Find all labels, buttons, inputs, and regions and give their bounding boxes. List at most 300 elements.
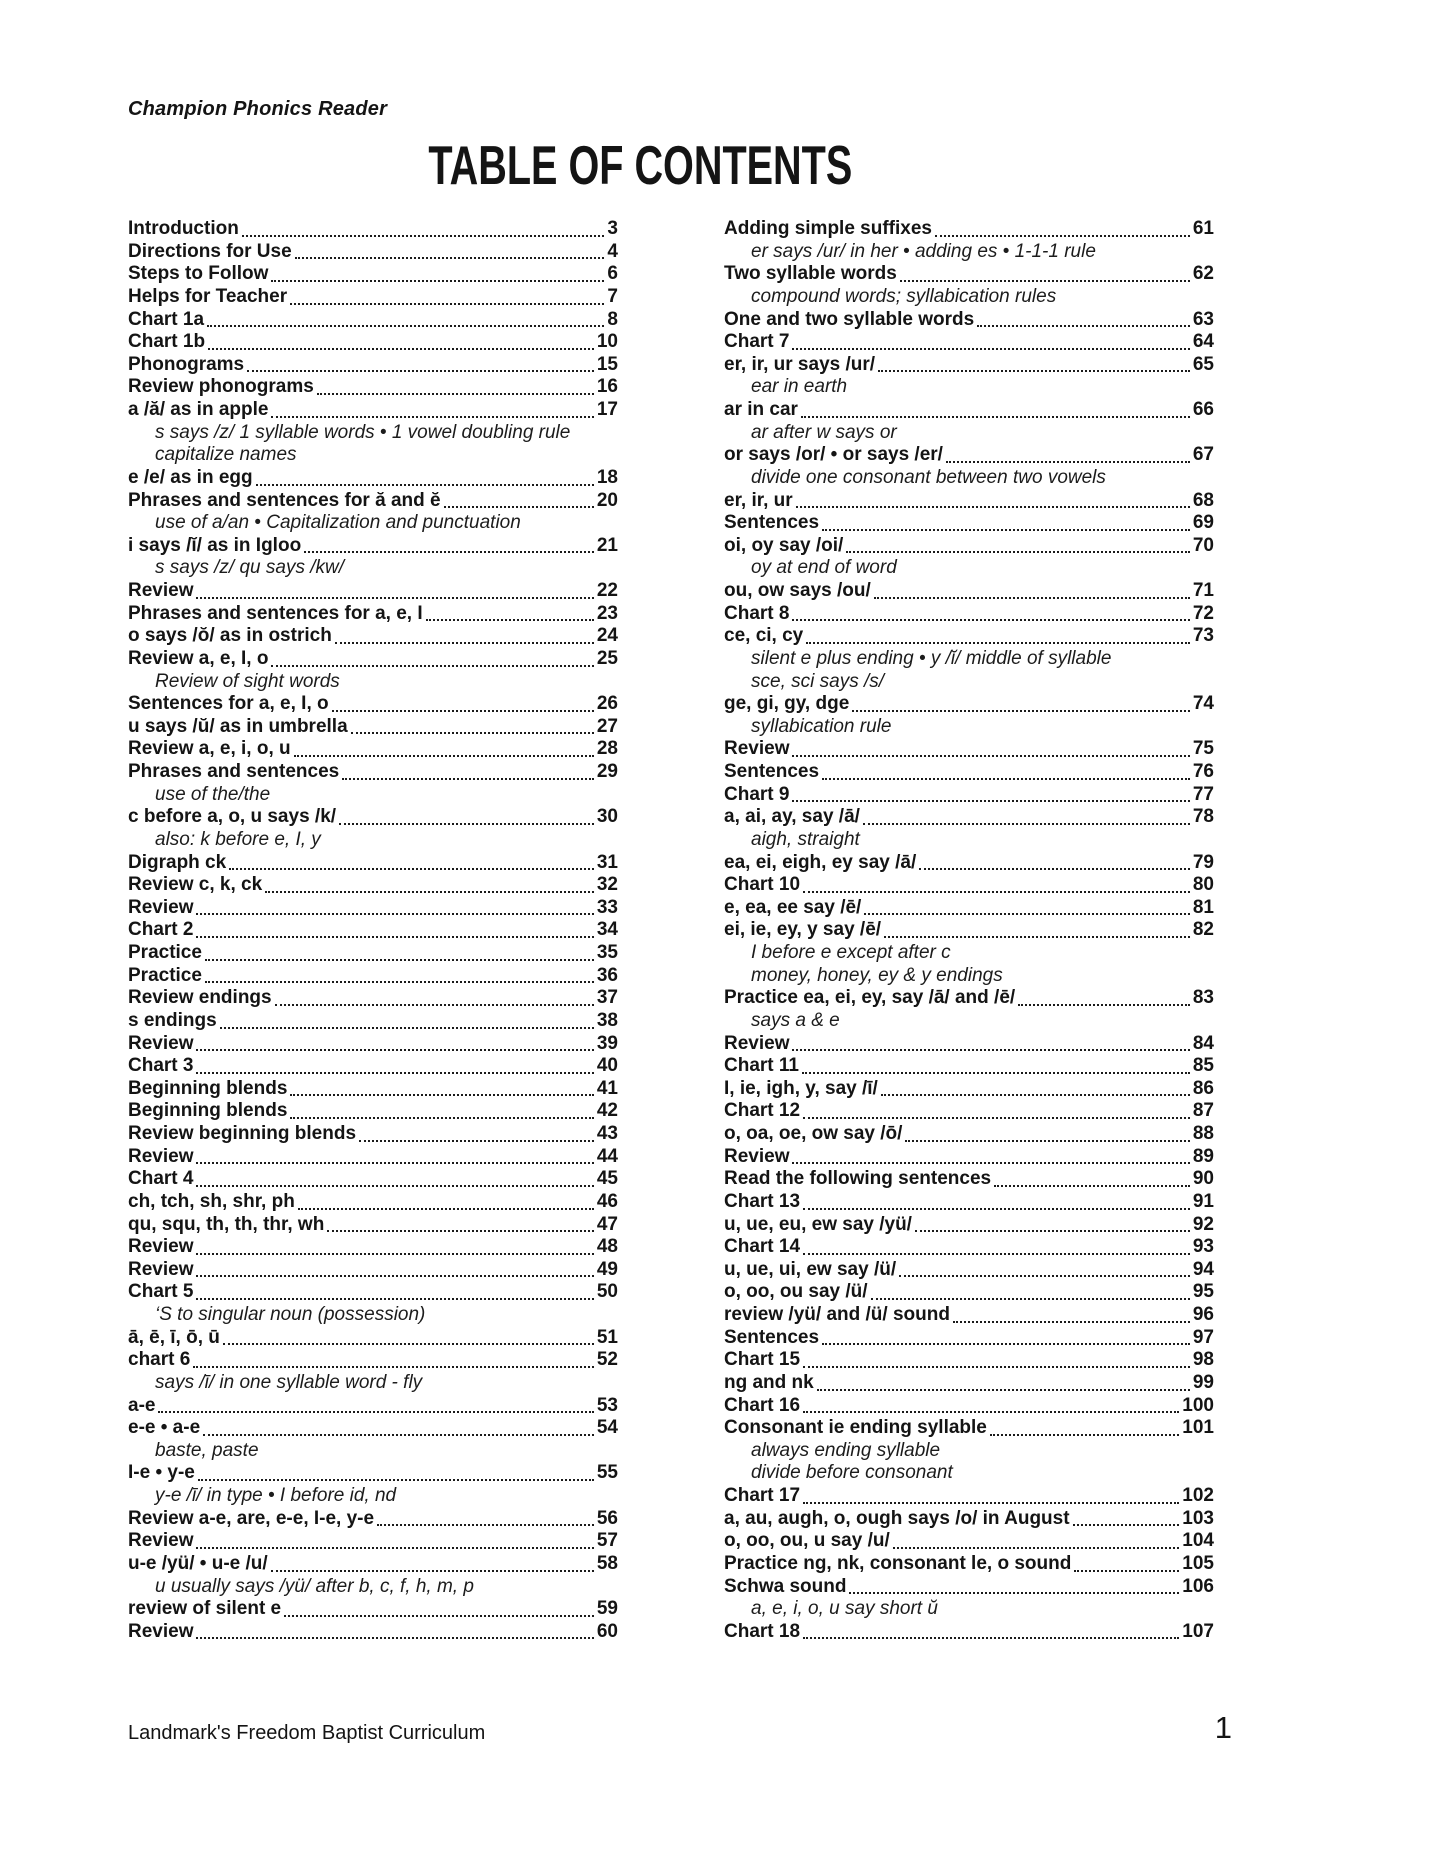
toc-entry (128, 376, 618, 399)
toc-entry (724, 1033, 1214, 1056)
toc-entry-page: 30 (596, 806, 618, 828)
table-of-contents (128, 218, 1214, 1643)
toc-entry-page: 46 (596, 1190, 618, 1212)
dot-leader (294, 755, 594, 757)
toc-entry-label: Digraph ck (128, 851, 227, 873)
toc-entry-subtext: use of a/an • Capitalization and punctuation (155, 512, 521, 534)
toc-entry-page: 87 (1192, 1100, 1214, 1122)
dot-leader (271, 1570, 594, 1572)
toc-entry (724, 1530, 1214, 1553)
toc-entry-label: or says /or/ • or says /er/ (724, 444, 943, 466)
dot-leader (864, 913, 1190, 915)
toc-entry (724, 738, 1214, 761)
dot-leader (946, 461, 1190, 463)
toc-entry-subtext: says a & e (751, 1009, 840, 1031)
toc-entry-page: 93 (1192, 1236, 1214, 1258)
dot-leader (196, 1547, 593, 1549)
toc-entry-subtext: ear in earth (751, 376, 848, 398)
toc-entry-label: Consonant ie ending syllable (724, 1417, 987, 1439)
toc-entry-label: Chart 5 (128, 1281, 194, 1303)
toc-entry-label: Chart 13 (724, 1190, 801, 1212)
dot-leader (1074, 1570, 1179, 1572)
toc-entry (128, 1598, 618, 1621)
toc-entry-label: o, oo, ou, u say /u/ (724, 1530, 890, 1552)
toc-column-left (128, 218, 618, 1643)
toc-entry-label: i says /ĭ/ as in Igloo (128, 534, 302, 556)
toc-entry (128, 693, 618, 716)
dot-leader (803, 1502, 1179, 1504)
toc-entry-page: 74 (1192, 693, 1214, 715)
toc-entry-label: e /e/ as in egg (128, 466, 253, 488)
dot-leader (351, 732, 594, 734)
dot-leader (994, 1185, 1190, 1187)
toc-entry-label: I-e • y-e (128, 1462, 195, 1484)
toc-entry (128, 738, 618, 761)
toc-entry-subtext: er says /ur/ in her • adding es • 1-1-1 rule (751, 240, 1096, 262)
toc-entry-page: 28 (596, 738, 618, 760)
toc-entry (128, 1395, 618, 1418)
toc-entry-label: e-e • a-e (128, 1417, 201, 1439)
toc-entry (724, 1146, 1214, 1169)
toc-entry (724, 1621, 1214, 1644)
toc-entry (724, 1123, 1214, 1146)
toc-entry-label: Review (128, 1032, 194, 1054)
toc-entry-label: ar in car (724, 399, 798, 420)
toc-entry-page: 85 (1192, 1055, 1214, 1077)
toc-entry-page: 7 (607, 285, 618, 307)
toc-entry-page: 39 (596, 1032, 618, 1054)
dot-leader (359, 1140, 594, 1142)
toc-entry-page: 98 (1192, 1349, 1214, 1371)
toc-entry-label: Sentences (724, 512, 820, 534)
dot-leader (229, 868, 594, 870)
toc-entry-page: 32 (596, 874, 618, 896)
dot-leader (817, 1389, 1190, 1391)
toc-entry-label: Chart 14 (724, 1236, 801, 1258)
toc-entry-page: 84 (1192, 1032, 1214, 1054)
toc-entry-page: 77 (1192, 783, 1214, 805)
toc-entry-page: 75 (1192, 738, 1214, 760)
toc-entry-label: Chart 7 (724, 331, 790, 353)
toc-entry-page: 66 (1192, 399, 1214, 420)
toc-entry-label: Review (724, 1145, 790, 1167)
toc-entry (128, 1349, 618, 1372)
toc-entry-page: 89 (1192, 1145, 1214, 1167)
toc-entry (724, 218, 1214, 241)
toc-entry-label: Beginning blends (128, 1077, 288, 1099)
dot-leader (196, 1275, 593, 1277)
toc-entry (724, 331, 1214, 354)
toc-entry (128, 1259, 618, 1282)
dot-leader (792, 800, 1189, 802)
toc-entry-subtext: a, e, i, o, u say short ŭ (751, 1598, 938, 1620)
toc-entry (128, 625, 618, 648)
toc-entry-subtext: always ending syllable (751, 1439, 941, 1461)
toc-entry-page: 88 (1192, 1123, 1214, 1144)
dot-leader (317, 393, 594, 395)
dot-leader (196, 1253, 593, 1255)
dot-leader (878, 370, 1190, 372)
toc-entry (724, 987, 1214, 1010)
toc-entry-label: Phrases and sentences for ă and ĕ (128, 489, 441, 511)
dot-leader (792, 1049, 1189, 1051)
toc-entry-page: 16 (596, 376, 618, 398)
toc-entry-label: Review (128, 1620, 194, 1642)
toc-entry-page: 97 (1192, 1326, 1214, 1348)
toc-entry-page: 79 (1192, 851, 1214, 873)
toc-entry-page: 6 (607, 263, 618, 285)
dot-leader (863, 823, 1190, 825)
toc-entry (128, 218, 618, 241)
toc-entry-label: chart 6 (128, 1349, 191, 1371)
dot-leader (290, 1094, 593, 1096)
toc-entry (128, 1055, 618, 1078)
toc-entry-page: 22 (596, 580, 618, 601)
toc-entry-page: 42 (596, 1100, 618, 1122)
toc-entry-page: 61 (1192, 218, 1214, 239)
toc-entry-label: u-e /yü/ • u-e /u/ (128, 1552, 268, 1574)
toc-entry-label: One and two syllable words (724, 308, 975, 330)
toc-entry-label: ch, tch, sh, shr, ph (128, 1190, 295, 1212)
toc-entry (128, 1621, 618, 1644)
toc-entry-subtext: syllabication rule (751, 715, 892, 737)
toc-entry-label: Sentences (724, 1326, 820, 1348)
toc-entry (724, 1327, 1214, 1350)
dot-leader (935, 235, 1190, 237)
toc-entry-subtext: silent e plus ending • y /ĭ/ middle of syllable (751, 647, 1112, 669)
toc-entry (128, 1214, 618, 1237)
toc-entry-label: a, au, augh, o, ough says /o/ in August (724, 1507, 1070, 1529)
toc-entry-page: 40 (596, 1055, 618, 1077)
toc-entry (128, 1078, 618, 1101)
toc-entry-page: 95 (1192, 1281, 1214, 1303)
toc-entry (128, 1236, 618, 1259)
toc-entry-subtext: y-e /ī/ in type • I before id, nd (155, 1485, 397, 1506)
toc-entry (724, 1553, 1214, 1576)
toc-entry (128, 535, 618, 558)
dot-leader (196, 936, 593, 938)
toc-entry-label: Directions for Use (128, 240, 292, 262)
dot-leader (444, 506, 594, 508)
toc-entry (724, 1168, 1214, 1191)
toc-entry-page: 27 (596, 715, 618, 737)
toc-entry-label: Practice ng, nk, consonant le, o sound (724, 1552, 1072, 1574)
toc-entry-label: Chart 17 (724, 1485, 801, 1506)
toc-entry-page: 35 (596, 942, 618, 963)
toc-entry-page: 51 (596, 1326, 618, 1348)
toc-entry-label: review of silent e (128, 1598, 282, 1620)
toc-entry-label: Review (724, 1032, 790, 1054)
toc-entry-label: ng and nk (724, 1371, 814, 1393)
toc-entry-subtext: baste, paste (155, 1439, 259, 1461)
toc-entry (128, 987, 618, 1010)
toc-entry-page: 10 (596, 331, 618, 353)
toc-entry-label: Review a, e, i, o, u (128, 738, 291, 760)
toc-entry (128, 648, 618, 671)
toc-entry-page: 8 (607, 308, 618, 330)
dot-leader (377, 1524, 594, 1526)
dot-leader (874, 597, 1190, 599)
toc-entry-page: 73 (1192, 625, 1214, 647)
dot-leader (271, 665, 593, 667)
dot-leader (304, 551, 594, 553)
dot-leader (205, 959, 594, 961)
toc-entry-label: o, oa, oe, ow say /ō/ (724, 1123, 903, 1144)
toc-entry (724, 625, 1214, 648)
toc-entry (724, 490, 1214, 513)
toc-entry (128, 761, 618, 784)
toc-entry-page: 21 (596, 534, 618, 556)
toc-entry-label: Review (128, 896, 194, 918)
toc-entry-label: Chart 1b (128, 331, 206, 353)
toc-entry-label: o, oo, ou say /ü/ (724, 1281, 868, 1303)
toc-entry (724, 1304, 1214, 1327)
toc-entry (724, 1236, 1214, 1259)
toc-entry-page: 81 (1192, 896, 1214, 918)
toc-entry (128, 467, 618, 490)
toc-entry (128, 490, 618, 513)
toc-entry-label: Chart 9 (724, 783, 790, 805)
dot-leader (196, 913, 593, 915)
book-title: Champion Phonics Reader (128, 98, 388, 120)
dot-leader (792, 619, 1189, 621)
toc-entry-page: 83 (1192, 987, 1214, 1009)
toc-entry-label: Review a-e, are, e-e, I-e, y-e (128, 1507, 375, 1529)
toc-entry (724, 1485, 1214, 1508)
toc-entry-page: 50 (596, 1281, 618, 1303)
toc-entry (724, 1508, 1214, 1531)
toc-entry (128, 1462, 618, 1485)
toc-entry (128, 1168, 618, 1191)
toc-entry-subtext: Review of sight words (155, 670, 340, 692)
toc-entry-subtext: s says /z/ qu says /kw/ (155, 557, 344, 579)
toc-entry-page: 53 (596, 1394, 618, 1416)
toc-entry-page: 67 (1192, 444, 1214, 466)
toc-entry (724, 1259, 1214, 1282)
toc-entry-label: Phonograms (128, 353, 245, 375)
toc-entry-subtext: says /ī/ in one syllable word - fly (155, 1371, 423, 1393)
dot-leader (905, 1140, 1189, 1142)
toc-entry-page: 102 (1182, 1485, 1214, 1506)
dot-leader (792, 755, 1189, 757)
dot-leader (271, 416, 593, 418)
toc-entry-label: Chart 2 (128, 919, 194, 941)
toc-entry (128, 603, 618, 626)
toc-entry (128, 1146, 618, 1169)
toc-entry-label: Practice (128, 942, 202, 963)
toc-entry-page: 76 (1192, 761, 1214, 782)
toc-entry-label: Review beginning blends (128, 1123, 357, 1144)
toc-entry-subtext: ar after w says or (751, 421, 897, 443)
toc-entry (724, 580, 1214, 603)
toc-entry-page: 43 (596, 1123, 618, 1144)
toc-entry-label: Review (128, 1145, 194, 1167)
dot-leader (801, 416, 1190, 418)
toc-entry-page: 38 (596, 1009, 618, 1031)
toc-entry (724, 1395, 1214, 1418)
toc-entry-label: Chart 15 (724, 1349, 801, 1371)
dot-leader (339, 823, 594, 825)
toc-entry-page: 86 (1192, 1077, 1214, 1099)
toc-entry-page: 45 (596, 1168, 618, 1190)
toc-entry-label: Review (128, 1530, 194, 1552)
toc-entry (128, 1530, 618, 1553)
toc-entry-page: 36 (596, 964, 618, 986)
toc-entry-subtext: oy at end of word (751, 557, 897, 579)
toc-entry-label: review /yü/ and /ü/ sound (724, 1304, 950, 1325)
toc-entry-page: 55 (596, 1462, 618, 1484)
toc-entry-label: Phrases and sentences for a, e, I (128, 602, 423, 624)
dot-leader (203, 1434, 594, 1436)
dot-leader (803, 1411, 1179, 1413)
footer-curriculum-text: Landmark's Freedom Baptist Curriculum (128, 1722, 486, 1744)
toc-entry (128, 1417, 618, 1440)
toc-entry-page: 34 (596, 919, 618, 941)
toc-entry-page: 33 (596, 896, 618, 918)
dot-leader (196, 1049, 593, 1051)
dot-leader (802, 1072, 1190, 1074)
dot-leader (822, 1343, 1190, 1345)
toc-entry (128, 580, 618, 603)
toc-entry-page: 57 (596, 1530, 618, 1552)
toc-entry (724, 354, 1214, 377)
dot-leader (196, 597, 593, 599)
dot-leader (803, 1366, 1190, 1368)
dot-leader (822, 778, 1190, 780)
toc-entry (724, 1281, 1214, 1304)
dot-leader (915, 1230, 1190, 1232)
toc-entry (724, 1576, 1214, 1599)
dot-leader (849, 1592, 1179, 1594)
dot-leader (803, 1637, 1179, 1639)
toc-entry-label: Sentences (724, 761, 820, 782)
toc-entry-label: Review (128, 580, 194, 601)
toc-entry-page: 107 (1182, 1620, 1214, 1642)
toc-entry (128, 399, 618, 422)
toc-entry-page: 47 (596, 1213, 618, 1235)
dot-leader (284, 1615, 594, 1617)
toc-entry-page: 60 (596, 1620, 618, 1642)
dot-leader (426, 619, 594, 621)
toc-entry-label: Chart 1a (128, 308, 205, 330)
toc-entry (128, 354, 618, 377)
toc-entry (128, 1100, 618, 1123)
toc-entry-page: 91 (1192, 1190, 1214, 1212)
toc-entry-page: 100 (1182, 1394, 1214, 1416)
dot-leader (803, 1117, 1190, 1119)
toc-entry-label: Steps to Follow (128, 263, 269, 285)
toc-entry (724, 1214, 1214, 1237)
toc-entry-label: Chart 16 (724, 1394, 801, 1416)
dot-leader (803, 1208, 1190, 1210)
toc-entry-page: 63 (1192, 308, 1214, 330)
dot-leader (196, 1637, 593, 1639)
dot-leader (792, 1162, 1189, 1164)
dot-leader (899, 1275, 1190, 1277)
toc-entry-page: 64 (1192, 331, 1214, 353)
page-title: TABLE OF CONTENTS (428, 134, 852, 196)
toc-entry (724, 1417, 1214, 1440)
toc-entry-label: ce, ci, cy (724, 625, 804, 647)
toc-entry-label: Chart 12 (724, 1100, 801, 1122)
toc-entry (724, 761, 1214, 784)
toc-entry-label: ā, ē, ī, ō, ū (128, 1326, 220, 1348)
toc-entry-page: 54 (596, 1417, 618, 1439)
toc-entry (128, 1123, 618, 1146)
toc-entry-page: 20 (596, 489, 618, 511)
toc-entry (128, 1327, 618, 1350)
dot-leader (196, 1298, 593, 1300)
toc-entry-label: Review endings (128, 987, 272, 1009)
page-title-wrap (0, 133, 1280, 197)
toc-entry-page: 65 (1192, 353, 1214, 375)
toc-entry-page: 41 (596, 1077, 618, 1099)
toc-entry (724, 897, 1214, 920)
toc-entry-label: a, ai, ay, say /ā/ (724, 806, 860, 828)
toc-entry (128, 806, 618, 829)
toc-entry-label: ge, gi, gy, dge (724, 693, 850, 715)
toc-entry-label: c before a, o, u says /k/ (128, 806, 337, 828)
dot-leader (207, 325, 604, 327)
toc-entry-page: 24 (596, 625, 618, 647)
toc-entry-label: Practice (128, 964, 202, 986)
dot-leader (846, 551, 1190, 553)
toc-entry-subtext: s says /z/ 1 syllable words • 1 vowel doubling rule (155, 421, 571, 443)
toc-entry-page: 70 (1192, 534, 1214, 556)
toc-entry-page: 90 (1192, 1168, 1214, 1190)
toc-entry-page: 26 (596, 693, 618, 715)
dot-leader (900, 280, 1190, 282)
dot-leader (990, 1434, 1179, 1436)
toc-entry (128, 1281, 618, 1304)
dot-leader (977, 325, 1190, 327)
toc-entry-label: u, ue, eu, ew say /yü/ (724, 1213, 912, 1235)
dot-leader (208, 348, 594, 350)
toc-entry-subtext: also: k before e, I, y (155, 828, 321, 850)
toc-entry-page: 82 (1192, 919, 1214, 941)
dot-leader (158, 1411, 593, 1413)
toc-entry-page: 80 (1192, 874, 1214, 896)
toc-entry-label: oi, oy say /oi/ (724, 534, 844, 556)
toc-entry (128, 1508, 618, 1531)
toc-entry-page: 92 (1192, 1213, 1214, 1235)
toc-entry-subtext: ‘S to singular noun (possession) (155, 1304, 426, 1325)
toc-entry-subtext: divide one consonant between two vowels (751, 466, 1106, 488)
toc-entry-label: u, ue, ui, ew say /ü/ (724, 1258, 897, 1280)
dot-leader (275, 1004, 594, 1006)
toc-entry-subtext: I before e except after c (751, 942, 951, 963)
dot-leader (205, 981, 594, 983)
toc-entry-label: Chart 8 (724, 602, 790, 624)
toc-entry (724, 1349, 1214, 1372)
toc-entry (128, 942, 618, 965)
toc-entry-label: Chart 4 (128, 1168, 194, 1190)
toc-entry-label: Practice ea, ei, ey, say /ā/ and /ē/ (724, 987, 1016, 1009)
toc-entry-label: Review c, k, ck (128, 874, 263, 896)
toc-entry-label: qu, squ, th, th, thr, wh (128, 1213, 325, 1235)
toc-entry-label: o says /ŏ/ as in ostrich (128, 625, 332, 647)
toc-entry (724, 1078, 1214, 1101)
toc-entry (724, 444, 1214, 467)
toc-entry-label: I, ie, igh, y, say /ī/ (724, 1077, 878, 1099)
toc-entry-label: Introduction (128, 218, 239, 239)
dot-leader (223, 1343, 594, 1345)
dot-leader (852, 710, 1190, 712)
toc-entry-label: Read the following sentences (724, 1168, 992, 1190)
toc-entry (724, 309, 1214, 332)
toc-entry (724, 535, 1214, 558)
toc-entry-label: ea, ei, eigh, ey say /ā/ (724, 851, 917, 873)
